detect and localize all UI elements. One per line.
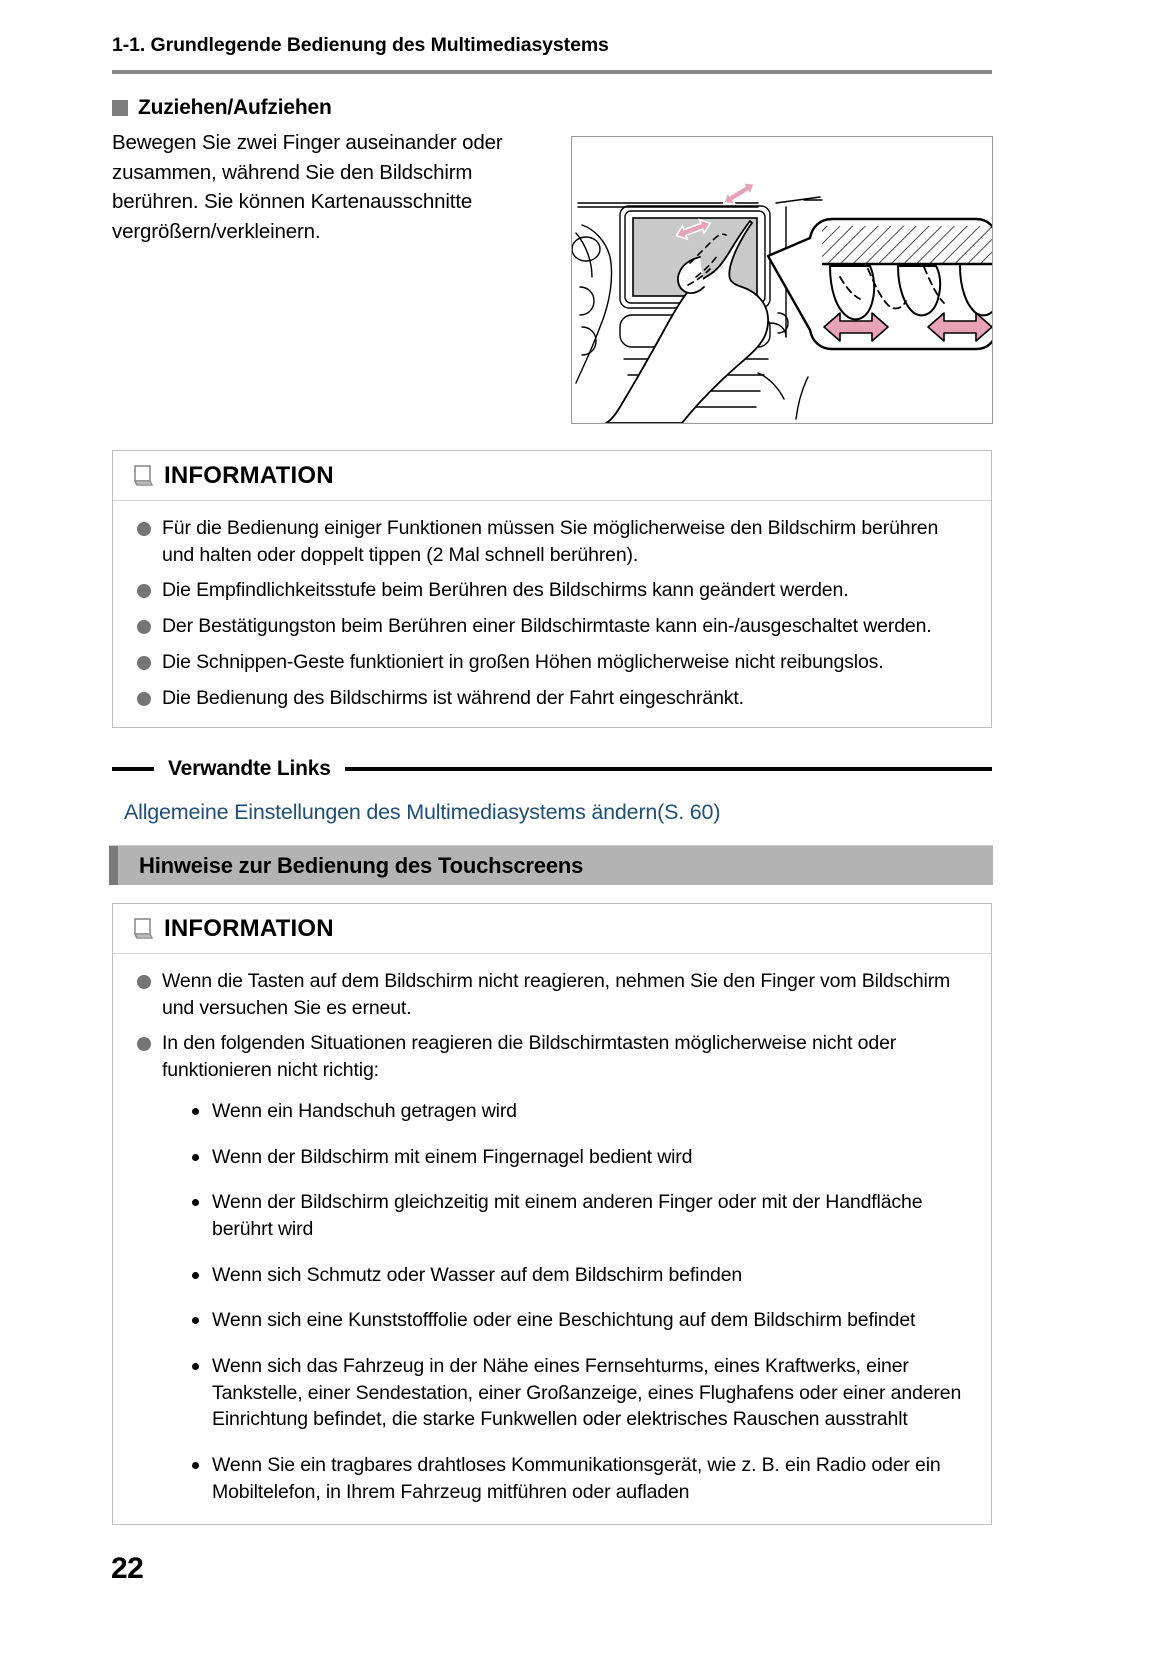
book-icon [133,918,153,940]
information-box-1-title: INFORMATION [164,462,334,489]
list-item: Die Empfindlichkeitsstufe beim Berühren des Bildschirms kann geändert werden. [135,577,969,604]
sub-list-item: Wenn der Bildschirm mit einem Fingernagel bedient wird [188,1144,969,1171]
list-item: Für die Bedienung einiger Funktionen müssen Sie möglicherweise den Bildschirm berühren und halten oder doppelt tippen (2 Mal schnell berühren). [135,515,969,568]
screen-surface-hatch [822,226,992,264]
section-bar-title: Hinweise zur Bedienung des Touchscreens [139,852,584,878]
information-box-2-title: INFORMATION [164,915,334,942]
book-icon [133,465,153,487]
information-box-2 [112,903,992,1525]
sub-list-item: Wenn sich Schmutz oder Wasser auf dem Bildschirm befinden [188,1262,969,1289]
sub-list-item: Wenn der Bildschirm gleichzeitig mit einem anderen Finger oder mit der Handfläche berührt wird [188,1189,969,1242]
information-box-1-body [113,501,991,727]
subsection-heading-label: Zuziehen/Aufziehen [138,96,332,119]
section-bar-accent [109,846,118,885]
subsection-heading [112,96,332,119]
related-links-label: Verwandte Links [168,757,331,780]
information-box-1-list [135,515,969,711]
list-item [135,1030,969,1505]
sub-list-item: Wenn sich eine Kunststofffolie oder eine Beschichtung auf dem Bildschirm befindet [188,1307,969,1334]
chapter-title: 1-1. Grundlegende Bedienung des Multimediasystems [112,34,609,56]
information-box-1 [112,450,992,728]
information-box-2-header [113,904,991,954]
square-bullet-icon [112,100,128,116]
intro-paragraph [112,128,542,247]
information-box-2-sublist [162,1098,969,1506]
pinch-zoom-illustration [571,136,993,424]
list-item: Wenn die Tasten auf dem Bildschirm nicht reagieren, nehmen Sie den Finger vom Bildschirm und versuchen Sie es erneut. [135,968,969,1021]
rule-right [345,767,992,771]
illustration-svg [572,137,992,423]
list-item: Die Bedienung des Bildschirms ist während der Fahrt eingeschränkt. [135,685,969,712]
section-bar [109,845,993,885]
sub-list-item: Wenn sich das Fahrzeug in der Nähe eines Fernsehturms, eines Kraftwerks, einer Tankstelle, einer Sendestation, einer Großanzeige, eines Flughafens oder einer anderen Einrichtung befindet, die starke Funkwellen oder elektrisches Rauschen ausstrahlt [188,1353,969,1433]
information-box-2-body [113,954,991,1524]
information-box-1-header [113,451,991,501]
rule-left [112,767,154,771]
list-item: Die Schnippen-Geste funktioniert in großen Höhen möglicherweise nicht reibungslos. [135,649,969,676]
related-link-1[interactable]: Allgemeine Einstellungen des Multimediasystems ändern(S. 60) [124,800,721,824]
page-number: 22 [111,1552,144,1585]
sub-list-item: Wenn Sie ein tragbares drahtloses Kommunikationsgerät, wie z. B. ein Radio oder ein Mobiltelefon, in Ihrem Fahrzeug mitführen oder aufladen [188,1452,969,1505]
list-item-text: In den folgenden Situationen reagieren die Bildschirmtasten möglicherweise nicht oder funktionieren nicht richtig: [162,1032,897,1082]
sub-list-item: Wenn ein Handschuh getragen wird [188,1098,969,1125]
running-header [112,34,992,57]
header-rule [112,70,992,74]
list-item: Der Bestätigungston beim Berühren einer Bildschirmtaste kann ein-/ausgeschaltet werden. [135,613,969,640]
related-links-heading [112,757,992,781]
intro-text: Bewegen Sie zwei Finger auseinander oder zusammen, während Sie den Bildschirm berühren. Sie können Kartenausschnitte vergrößern/verkleinern. [112,131,503,244]
information-box-2-list [135,968,969,1506]
